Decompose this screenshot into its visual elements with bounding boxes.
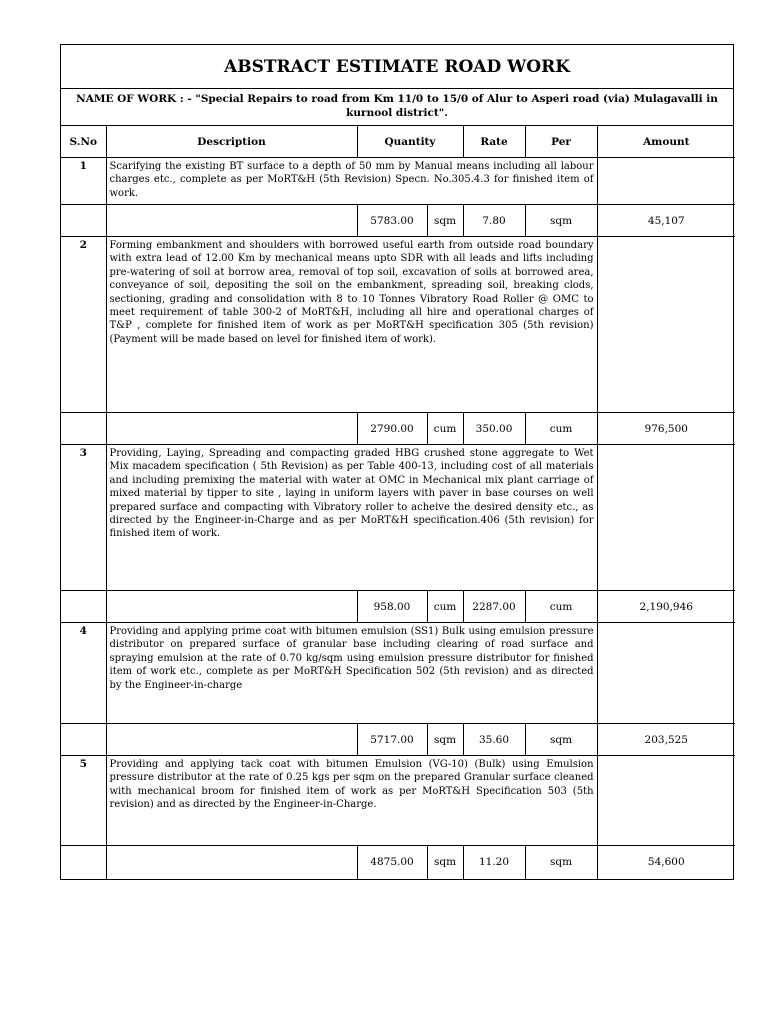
estimate-sheet	[60, 44, 734, 880]
item-unit: cum	[427, 591, 463, 623]
item-sno-blank	[61, 846, 106, 879]
header-per: Per	[525, 126, 597, 158]
item-amount-blank	[597, 623, 735, 724]
item-rate: 35.60	[463, 724, 525, 756]
item-description-row	[61, 623, 735, 724]
item-description-blank	[106, 846, 357, 879]
estimate-table	[61, 126, 735, 879]
item-description: Providing, Laying, Spreading and compacting graded HBG crushed stone aggregate to Wet Mix macadem specification ( 5th Revision) as per Table 400-13, including cost of all materials and including premixing the material with water at OMC in Mechanical mix plant carriage of mixed material by tipper to site , laying in uniform layers with paver in base courses on well prepared surface and compacting with Vibratory roller to acheive the desired density etc., as directed by the Engineer-in-Charge and as per MoRT&H specification.406 (5th revision) for finished item of work.	[106, 445, 597, 591]
item-unit: sqm	[427, 724, 463, 756]
item-sno-blank	[61, 413, 106, 445]
item-quantity: 2790.00	[357, 413, 427, 445]
page-title: ABSTRACT ESTIMATE ROAD WORK	[61, 45, 733, 89]
item-description-row	[61, 237, 735, 413]
item-sno: 1	[61, 158, 106, 205]
item-values-row	[61, 205, 735, 237]
item-description-blank	[106, 205, 357, 237]
item-description: Scarifying the existing BT surface to a depth of 50 mm by Manual means including all labour charges etc., complete as per MoRT&H (5th Revision) Specn. No.305.4.3 for finished item of work.	[106, 158, 597, 205]
item-description: Forming embankment and shoulders with borrowed useful earth from outside road boundary with extra lead of 12.00 Km by mechanical means upto SDR with all leads and lifts including pre-watering of soil at borrow area, removal of top soil, excavation of soils at borrowed area, conveyance of soil, depositing the soil on the embankment, spreading soil, breaking clods, sectioning, grading and consolidation with 8 to 10 Tonnes Vibratory Road Roller @ OMC to meet requirement of table 300-2 of MoRT&H, including all hire and operational charges of T&P , complete for finished item of work as per MoRT&H specification 305 (5th revision) (Payment will be made based on level for finished item of work).	[106, 237, 597, 413]
item-per: sqm	[525, 205, 597, 237]
item-amount-blank	[597, 158, 735, 205]
item-sno-blank	[61, 205, 106, 237]
item-amount-blank	[597, 237, 735, 413]
item-amount: 45,107	[597, 205, 735, 237]
item-unit: sqm	[427, 846, 463, 879]
header-sno: S.No	[61, 126, 106, 158]
item-amount: 2,190,946	[597, 591, 735, 623]
item-sno: 5	[61, 756, 106, 846]
item-description-blank	[106, 724, 357, 756]
item-quantity: 958.00	[357, 591, 427, 623]
item-quantity: 5783.00	[357, 205, 427, 237]
item-amount: 54,600	[597, 846, 735, 879]
item-sno: 3	[61, 445, 106, 591]
header-rate: Rate	[463, 126, 525, 158]
item-sno: 2	[61, 237, 106, 413]
item-values-row	[61, 724, 735, 756]
item-description: Providing and applying tack coat with bitumen Emulsion (VG-10) (Bulk) using Emulsion pressure distributor at the rate of 0.25 kgs per sqm on the prepared Granular surface cleaned with mechanical broom for finished item of work as per MoRT&H Specification 503 (5th revision) and as directed by the Engineer-in-Charge.	[106, 756, 597, 846]
item-values-row	[61, 846, 735, 879]
item-per: cum	[525, 591, 597, 623]
item-description-row	[61, 756, 735, 846]
header-quantity: Quantity	[357, 126, 463, 158]
item-per: sqm	[525, 724, 597, 756]
item-quantity: 4875.00	[357, 846, 427, 879]
header-row	[61, 126, 735, 158]
name-of-work: NAME OF WORK : - "Special Repairs to road from Km 11/0 to 15/0 of Alur to Asperi road (via) Mulagavalli in kurnool district".	[61, 89, 733, 126]
header-description: Description	[106, 126, 357, 158]
item-amount: 203,525	[597, 724, 735, 756]
item-quantity: 5717.00	[357, 724, 427, 756]
item-description: Providing and applying prime coat with bitumen emulsion (SS1) Bulk using emulsion pressure distributor on prepared surface of granular base including clearing of road surface and spraying emulsion at the rate of 0.70 kg/sqm using emulsion pressure distributor for finished item of work etc., complete as per MoRT&H Specification 502 (5th revision) and as directed by the Engineer-in-charge	[106, 623, 597, 724]
item-description-row	[61, 445, 735, 591]
item-amount-blank	[597, 445, 735, 591]
item-sno-blank	[61, 724, 106, 756]
item-amount: 976,500	[597, 413, 735, 445]
item-per: sqm	[525, 846, 597, 879]
item-values-row	[61, 413, 735, 445]
item-rate: 350.00	[463, 413, 525, 445]
item-rate: 11.20	[463, 846, 525, 879]
header-amount: Amount	[597, 126, 735, 158]
item-values-row	[61, 591, 735, 623]
item-sno: 4	[61, 623, 106, 724]
item-rate: 7.80	[463, 205, 525, 237]
item-description-blank	[106, 413, 357, 445]
item-sno-blank	[61, 591, 106, 623]
item-amount-blank	[597, 756, 735, 846]
item-rate: 2287.00	[463, 591, 525, 623]
item-unit: cum	[427, 413, 463, 445]
item-description-row	[61, 158, 735, 205]
item-description-blank	[106, 591, 357, 623]
item-unit: sqm	[427, 205, 463, 237]
item-per: cum	[525, 413, 597, 445]
